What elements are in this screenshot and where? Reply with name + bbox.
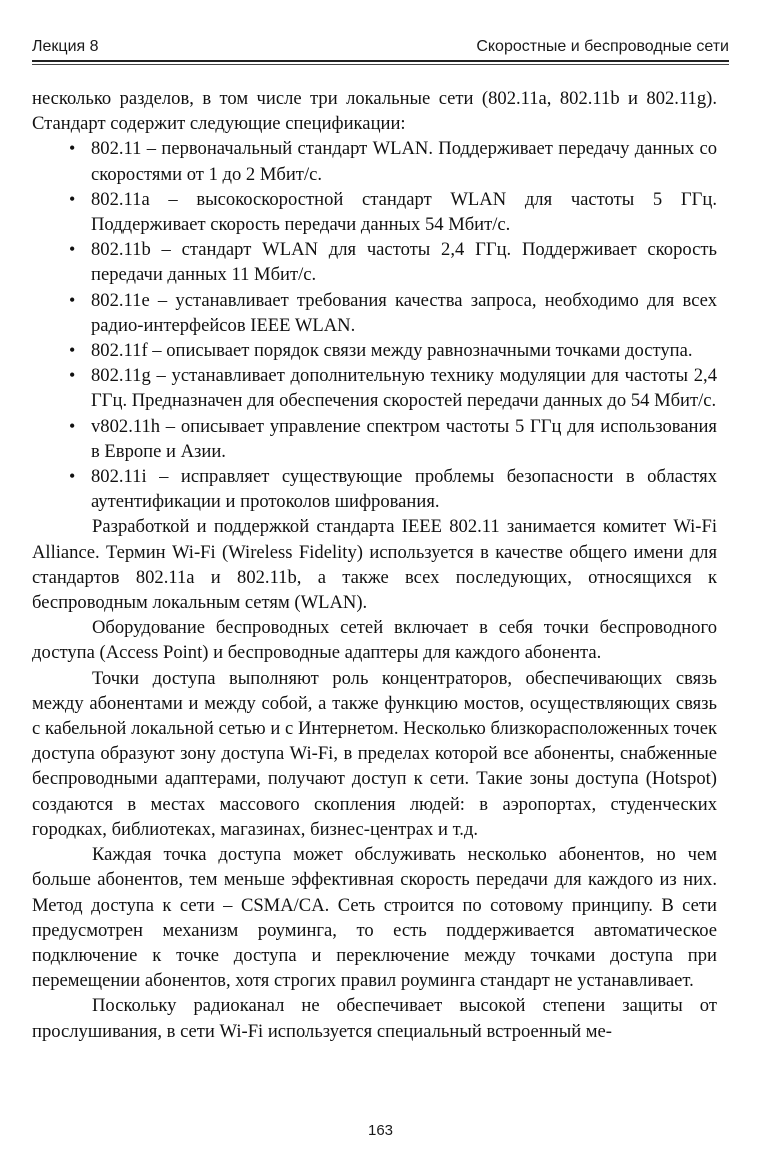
body-paragraph: Поскольку радиоканал не обеспечивает высокой степени защиты от прослушивания, в сети Wi-Fi используется специальный встроенный ме- [32, 995, 717, 1042]
chapter-title: Скоростные и беспроводные сети [476, 38, 729, 55]
intro-paragraph: несколько разделов, в том числе три локальные сети (802.11a, 802.11b и 802.11g). Стандарт содержит следующие спецификации: [32, 88, 717, 135]
spec-text: 802.11a – высокоскоростной стандарт WLAN для частоты 5 ГГц. Поддерживает скорость передачи данных 54 Мбит/с. [91, 188, 717, 236]
spec-item [32, 414, 717, 464]
spec-item [32, 338, 717, 363]
spec-item [32, 136, 717, 186]
bullet-icon: • [69, 365, 76, 386]
spec-text: v802.11h – описывает управление спектром частоты 5 ГГц для использования в Европе и Азии. [91, 415, 717, 462]
header-divider-thin [32, 64, 729, 65]
spec-text: 802.11e – устанавливает требования качества запроса, необходимо для всех радио-интерфейсов IEEE WLAN. [91, 289, 717, 336]
spec-text: 802.11b – стандарт WLAN для частоты 2,4 ГГц. Поддерживает скорость передачи данных 11 Мбит/с. [91, 239, 717, 286]
spec-item [32, 363, 717, 413]
spec-text: 802.11i – исправляет существующие проблемы безопасности в областях аутентификации и протоколов шифрования. [91, 466, 717, 513]
lecture-label: Лекция 8 [32, 38, 99, 55]
spec-item [32, 464, 717, 514]
spec-item [32, 288, 717, 338]
bullet-icon: • [69, 289, 76, 310]
bullet-icon: • [69, 466, 76, 487]
bullet-icon: • [69, 340, 76, 361]
body-paragraph: Каждая точка доступа может обслуживать несколько абонентов, но чем больше абонентов, тем меньше эффективная скорость передачи для каждого из них. Метод доступа к сети – CSMA/CA. Сеть строится по сотовому принципу. В сети предусмотрен механизм роуминга, то есть поддерживается автоматическое подключение к точке доступа и переключение между точками доступа при перемещении абонентов, хотя строгих правил роуминга стандарт не устанавливает. [32, 844, 717, 992]
spec-list [32, 136, 717, 514]
spec-item [32, 187, 717, 237]
spec-item [32, 237, 717, 287]
running-header [32, 36, 729, 62]
bullet-icon: • [69, 138, 76, 159]
page-number: 163 [367, 1122, 394, 1139]
bullet-icon: • [69, 415, 76, 436]
body-paragraph: Точки доступа выполняют роль концентраторов, обеспечивающих связь между абонентами и между собой, а также функцию мостов, осуществляющих связь с кабельной локальной сетью и с Интернетом. Несколько близкорасположенных точек доступа образуют зону доступа Wi-Fi, в пределах которой все абоненты, снабженные беспроводными адаптерами, получают доступ к сети. Такие зоны доступа (Hotspot) создаются в местах массового скопления людей: в аэропортах, студенческих городках, библиотеках, магазинах, бизнес-центрах и т.д. [32, 667, 717, 840]
header-divider [32, 60, 729, 62]
spec-text: 802.11f – описывает порядок связи между равнозначными точками доступа. [91, 340, 693, 362]
body-paragraph: Оборудование беспроводных сетей включает в себя точки беспроводного доступа (Access Point) и беспроводные адаптеры для каждого абонента. [32, 617, 717, 664]
spec-text: 802.11 – первоначальный стандарт WLAN. Поддерживает передачу данных со скоростями от 1 до 2 Мбит/с. [91, 138, 717, 185]
bullet-icon: • [69, 188, 76, 209]
body-paragraph: Разработкой и поддержкой стандарта IEEE 802.11 занимается комитет Wi-Fi Alliance. Термин Wi-Fi (Wireless Fidelity) используется в качестве общего имени для стандартов 802.11a и 802.11b, а также всех последующих, относящихся к беспроводным локальным сетям (WLAN). [32, 516, 717, 614]
page-body [32, 86, 717, 1044]
spec-text: 802.11g – устанавливает дополнительную технику модуляции для частоты 2,4 ГГц. Предназначен для обеспечения скоростей передачи данных до 54 Мбит/с. [91, 365, 717, 412]
bullet-icon: • [69, 239, 76, 260]
